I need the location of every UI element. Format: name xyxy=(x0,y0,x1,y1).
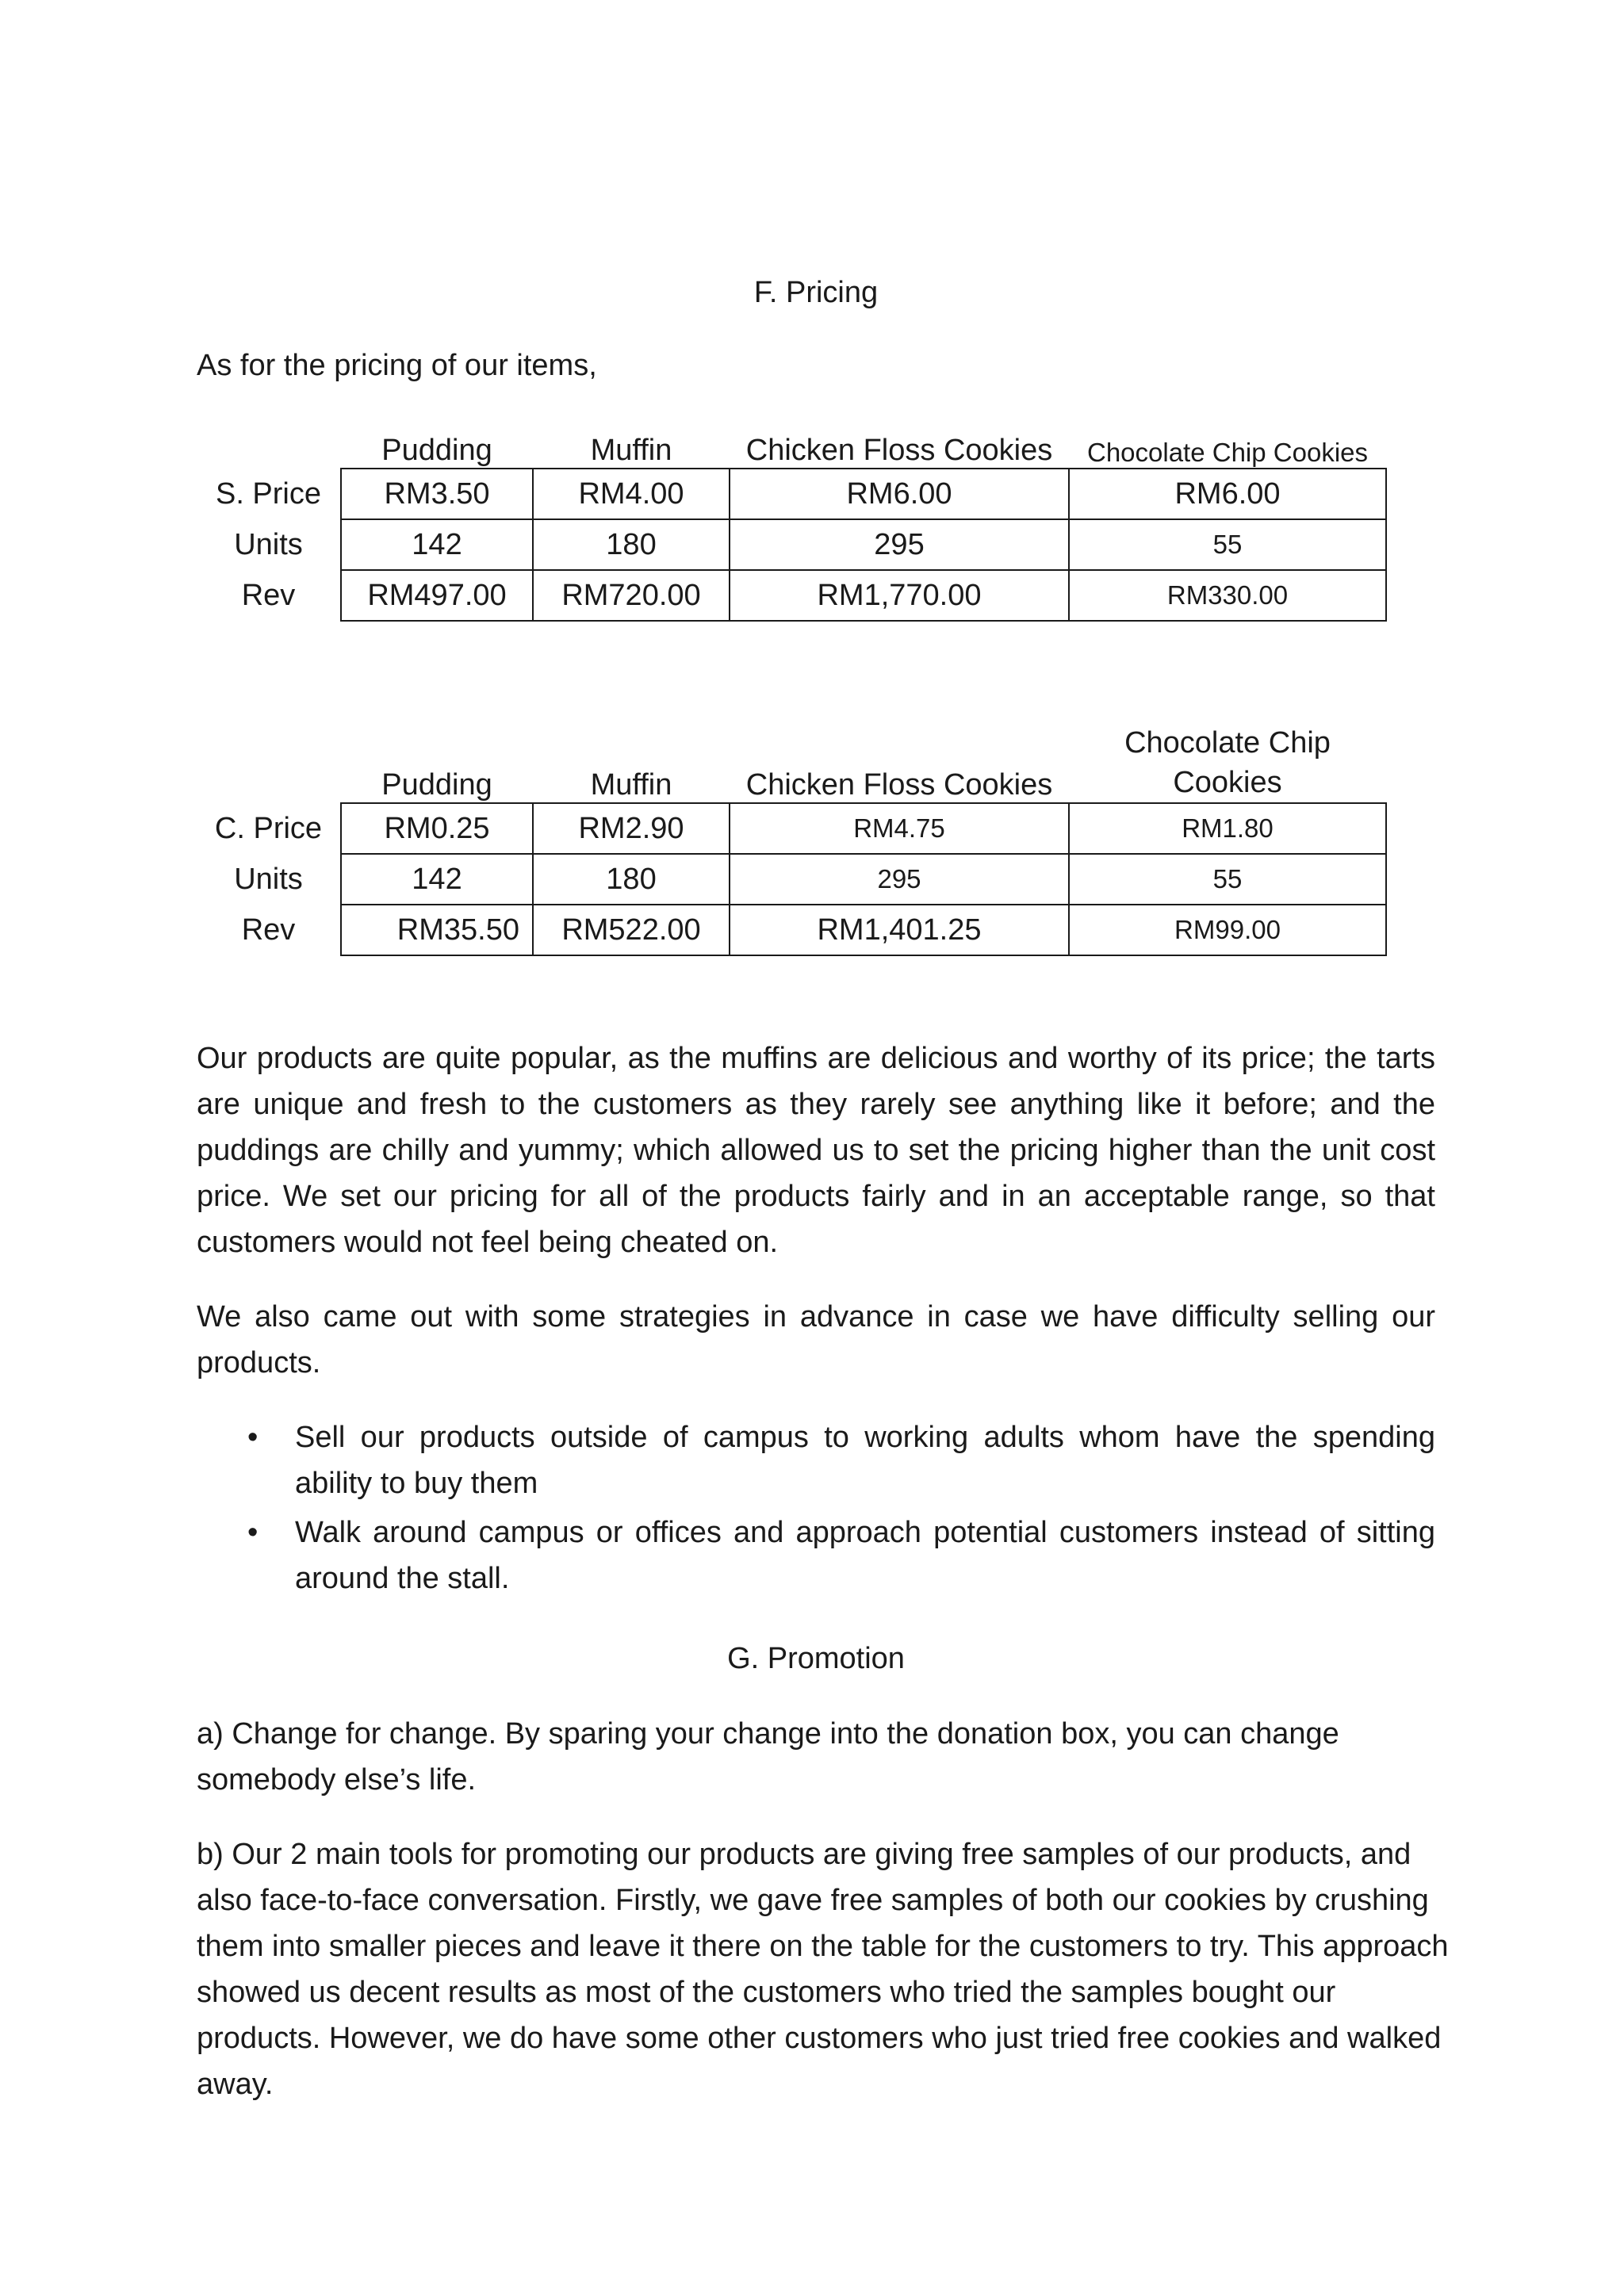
table-cell: RM4.00 xyxy=(533,469,730,519)
bullet-icon: • xyxy=(247,1516,259,1549)
list-item-text: Sell our products outside of campus to working adults whom have the spending ability to buy them xyxy=(295,1421,1435,1500)
table-cell: RM99.00 xyxy=(1069,905,1386,955)
table-cell: 55 xyxy=(1069,854,1386,905)
table-cell: RM1,770.00 xyxy=(730,570,1069,621)
list-item-text: Walk around campus or offices and approach potential customers instead of sitting around the stall. xyxy=(295,1516,1435,1595)
table-row xyxy=(197,854,1386,905)
column-header: Chocolate Chip Cookies xyxy=(1124,726,1331,799)
table-cell: RM6.00 xyxy=(730,469,1069,519)
promotion-paragraph-a: a) Change for change. By sparing your change into the donation box, you can change somebody else’s life. xyxy=(197,1717,1339,1797)
table-cell: RM3.50 xyxy=(341,469,533,519)
column-header: Chocolate Chip Cookies xyxy=(1086,438,1369,467)
cost-price-table xyxy=(197,723,1387,956)
row-label: S. Price xyxy=(215,476,322,511)
row-label: C. Price xyxy=(214,811,323,845)
table-cell: 295 xyxy=(730,519,1069,570)
table-row xyxy=(197,570,1386,621)
pricing-paragraph: Our products are quite popular, as the muffins are delicious and worthy of its price; the tarts are unique and fresh to the customers as they rarely see anything like it before; and the puddings are chilly and yummy; which allowed us to set the pricing higher than the unit cost price. We set our pricing for all of the products fairly and in an acceptable range, so that customers would not feel being cheated on. xyxy=(197,1042,1435,1259)
table-cell: 180 xyxy=(533,519,730,570)
table-row xyxy=(197,803,1386,854)
section-f-heading: F. Pricing xyxy=(753,276,879,309)
pricing-intro: As for the pricing of our items, xyxy=(197,349,597,382)
column-header: Chicken Floss Cookies xyxy=(745,768,1053,802)
column-header: Pudding xyxy=(381,434,492,467)
selling-price-table xyxy=(197,420,1387,622)
list-item xyxy=(197,1510,1435,1601)
bullet-icon: • xyxy=(247,1421,259,1454)
column-header: Pudding xyxy=(381,768,492,802)
table-cell: 142 xyxy=(341,519,533,570)
table-cell: RM6.00 xyxy=(1069,469,1386,519)
row-label: Units xyxy=(234,862,303,896)
list-item xyxy=(197,1414,1435,1506)
table-cell: RM1.80 xyxy=(1069,803,1386,854)
section-g-heading: G. Promotion xyxy=(727,1642,905,1675)
table-cell: 295 xyxy=(730,854,1069,905)
table-cell: RM720.00 xyxy=(533,570,730,621)
table-cell: 55 xyxy=(1069,519,1386,570)
table-row xyxy=(197,469,1386,519)
table-cell: RM0.25 xyxy=(341,803,533,854)
table-row xyxy=(197,905,1386,955)
table-cell: RM4.75 xyxy=(730,803,1069,854)
table-cell: RM497.00 xyxy=(341,570,533,621)
table-header-row xyxy=(197,420,1386,469)
table-cell: RM330.00 xyxy=(1069,570,1386,621)
table-cell: RM1,401.25 xyxy=(730,905,1069,955)
table-cell: 180 xyxy=(533,854,730,905)
row-label: Units xyxy=(234,527,303,561)
strategy-intro-paragraph: We also came out with some strategies in advance in case we have difficulty selling our products. xyxy=(197,1300,1435,1380)
strategy-list xyxy=(197,1414,1435,1605)
row-label: Rev xyxy=(241,913,296,947)
table-cell: RM2.90 xyxy=(533,803,730,854)
table-cell: RM35.50 xyxy=(341,905,533,955)
row-label: Rev xyxy=(241,578,296,612)
table-cell: RM522.00 xyxy=(533,905,730,955)
column-header: Muffin xyxy=(590,434,672,467)
table-row xyxy=(197,519,1386,570)
promotion-paragraph-b: b) Our 2 main tools for promoting our products are giving free samples of our products, and also face-to-face conversation. Firstly, we gave free samples of both our cookies by crushing them into smaller pieces and leave it there on the table for the customers to try. This approach showed us decent results as most of the customers who tried the samples bought our products. However, we do have some other customers who just tried free cookies and walked away. xyxy=(197,1838,1449,2101)
table-cell: 142 xyxy=(341,854,533,905)
column-header: Muffin xyxy=(590,768,672,802)
table-header-row xyxy=(197,723,1386,803)
column-header: Chicken Floss Cookies xyxy=(745,434,1053,467)
